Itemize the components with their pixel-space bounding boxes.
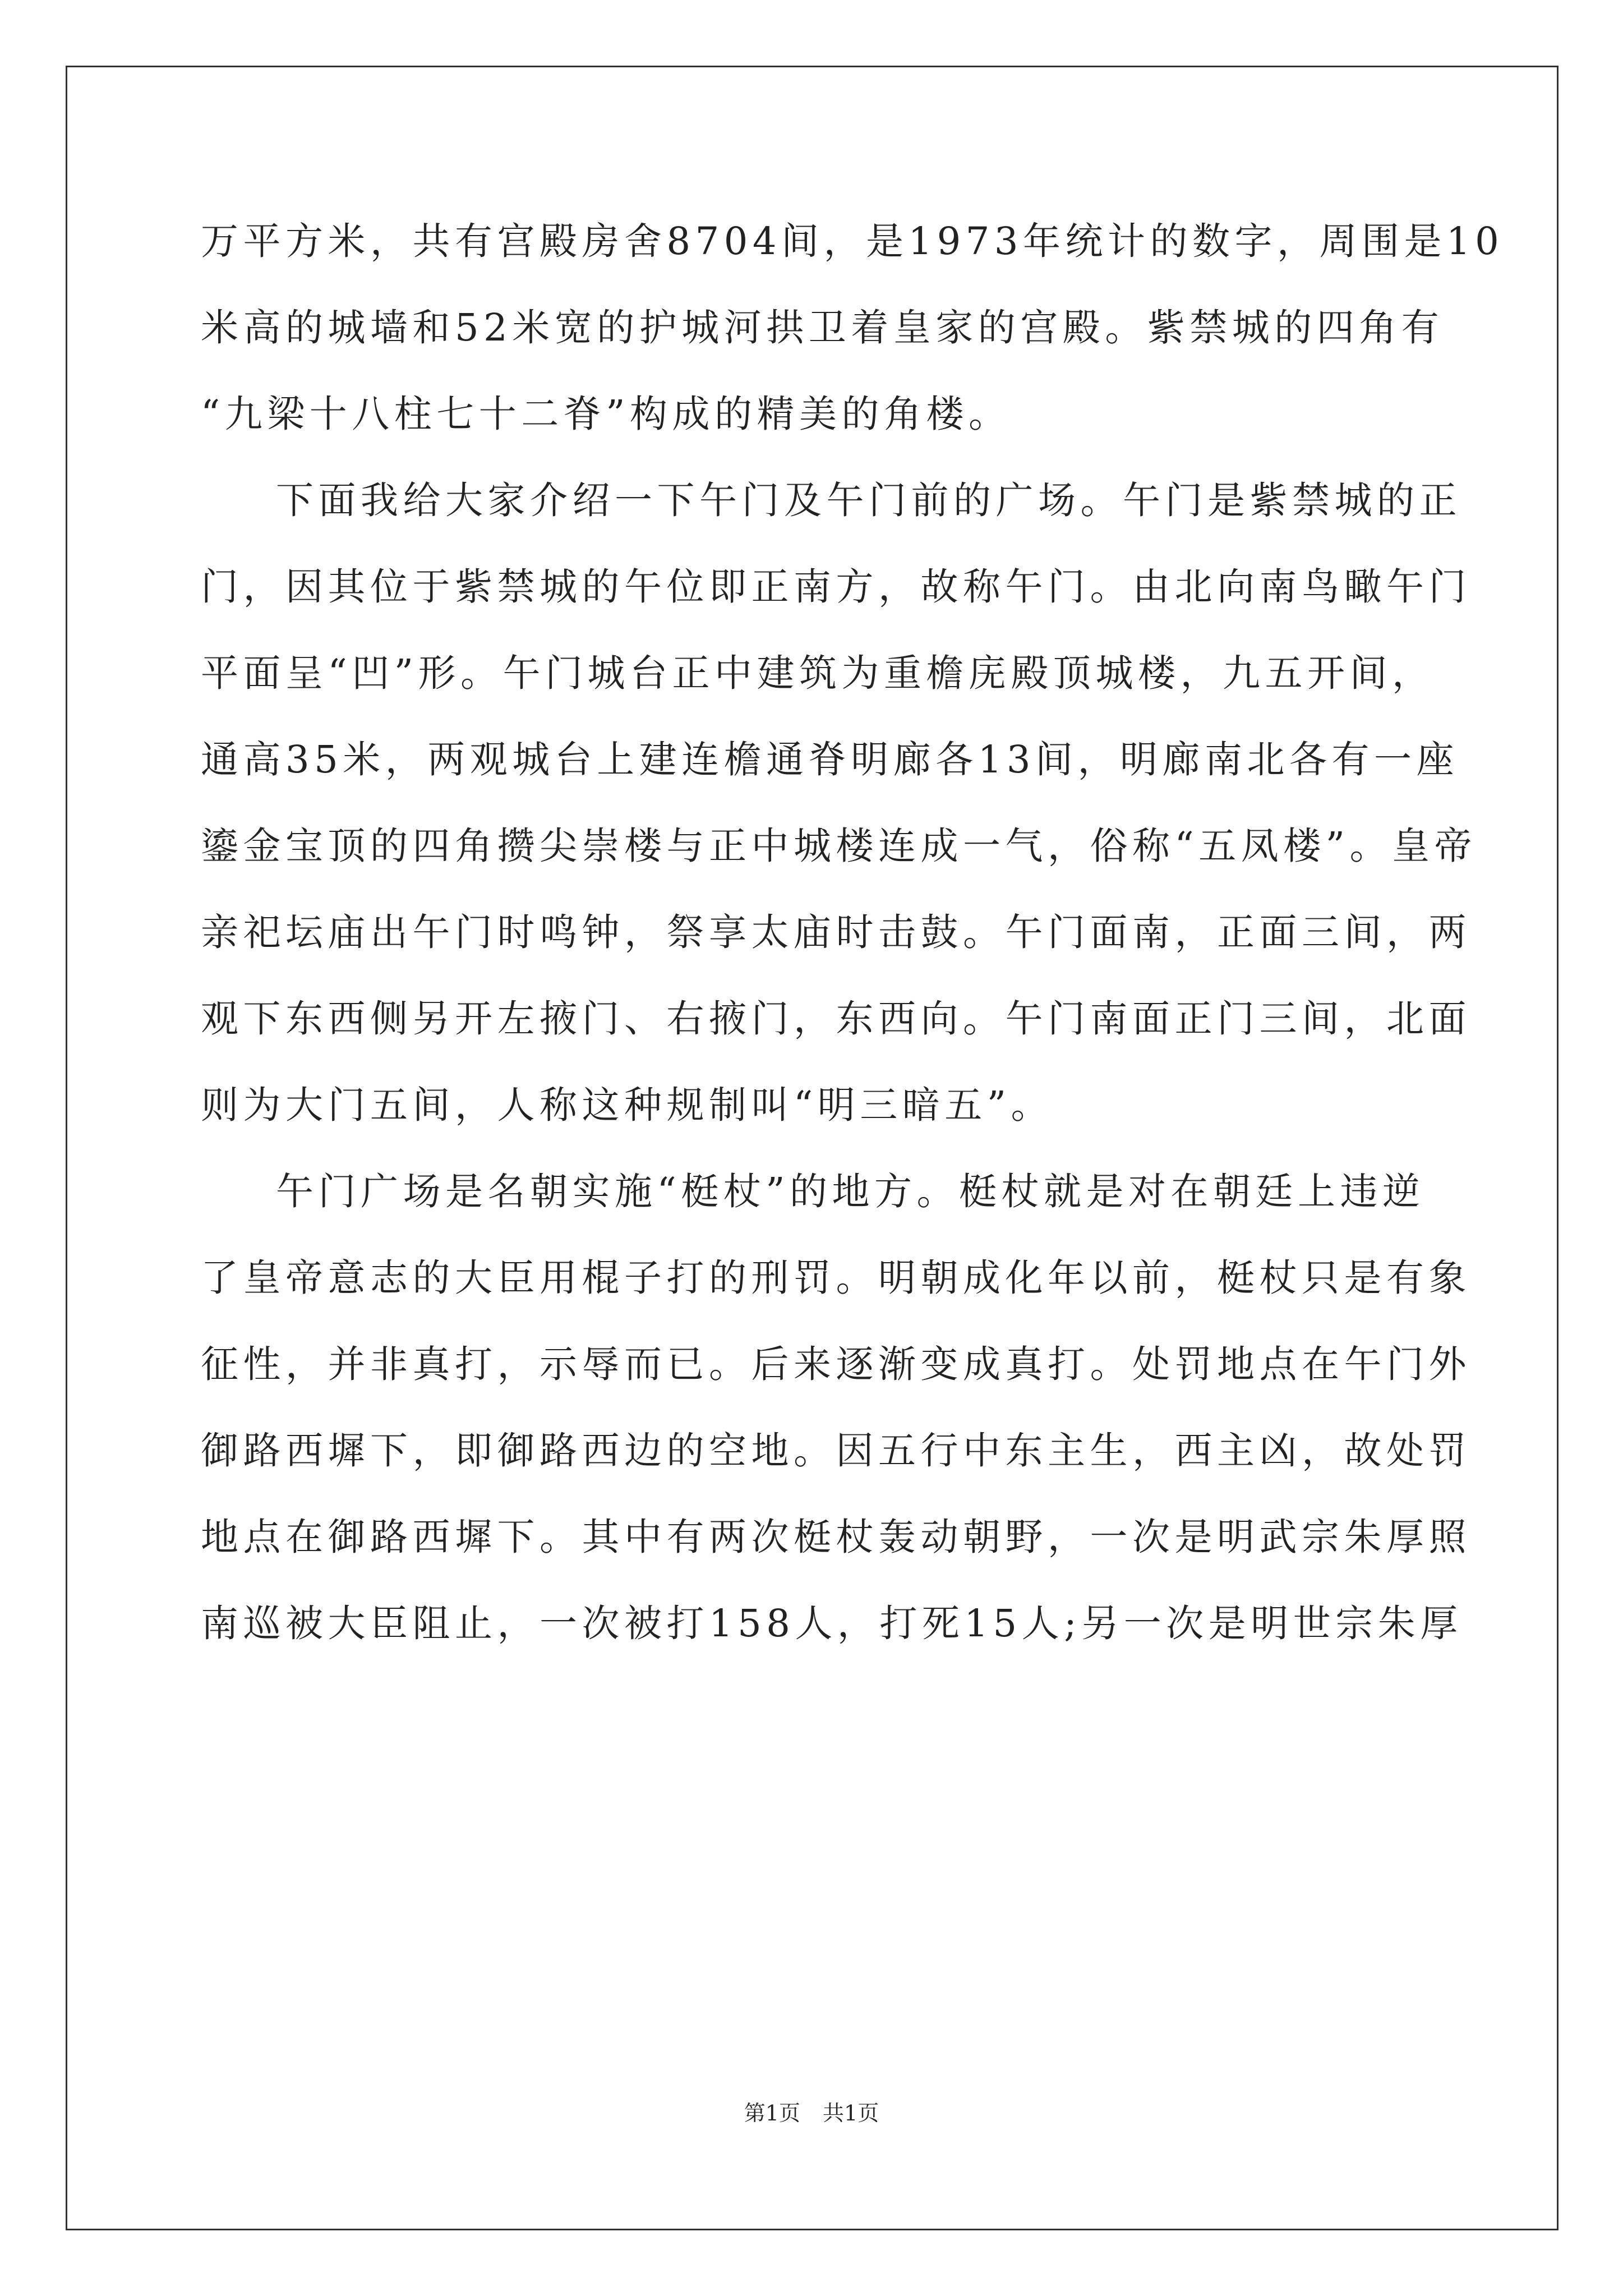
text-line: 门，因其位于紫禁城的午位即正南方，故称午门。由北向南鸟瞰午门: [201, 565, 1471, 609]
page-total: 共1页: [823, 2101, 879, 2125]
text-line: 御路西墀下，即御路西边的空地。因五行中东主生，西主凶，故处罚: [201, 1429, 1471, 1473]
text-line: 通高35米，两观城台上建连檐通脊明廊各13间，明廊南北各有一座: [201, 738, 1459, 781]
text-line: 了皇帝意志的大臣用棍子打的刑罚。明朝成化年以前，梃杖只是有象: [201, 1256, 1471, 1300]
page-number: 第1页: [744, 2101, 800, 2125]
text-line: 征性，并非真打，示辱而已。后来逐渐变成真打。处罚地点在午门外: [201, 1342, 1471, 1386]
text-line: 则为大门五间，人称这种规制叫“明三暗五”。: [201, 1083, 1054, 1127]
text-line: 亲祀坛庙出午门时鸣钟，祭享太庙时击鼓。午门面南，正面三间，两: [201, 910, 1471, 954]
text-line: 观下东西侧另开左掖门、右掖门，东西向。午门南面正门三间，北面: [201, 997, 1471, 1041]
text-line: 平面呈“凹”形。午门城台正中建筑为重檐庑殿顶城楼，九五开间，: [201, 651, 1435, 695]
paragraph-start-line: 午门广场是名朝实施“梃杖”的地方。梃杖就是对在朝廷上违逆: [276, 1170, 1425, 1213]
text-line: 南巡被大臣阻止，一次被打158人，打死15人;另一次是明世宗朱厚: [201, 1602, 1463, 1645]
text-line: “九梁十八柱七十二脊”构成的精美的角楼。: [201, 392, 1011, 436]
text-line: 米高的城墙和52米宽的护城河拱卫着皇家的宫殿。紫禁城的四角有: [201, 306, 1444, 349]
paragraph-start-line: 下面我给大家介绍一下午门及午门前的广场。午门是紫禁城的正: [276, 478, 1461, 522]
text-line: 地点在御路西墀下。其中有两次梃杖轰动朝野，一次是明武宗朱厚照: [201, 1515, 1471, 1559]
page-footer: [0, 2099, 1623, 2127]
text-line: 万平方米，共有宫殿房舍8704间，是1973年统计的数字，周围是10: [201, 219, 1504, 263]
text-line: 鎏金宝顶的四角攒尖崇楼与正中城楼连成一气，俗称“五凤楼”。皇帝: [201, 824, 1477, 868]
